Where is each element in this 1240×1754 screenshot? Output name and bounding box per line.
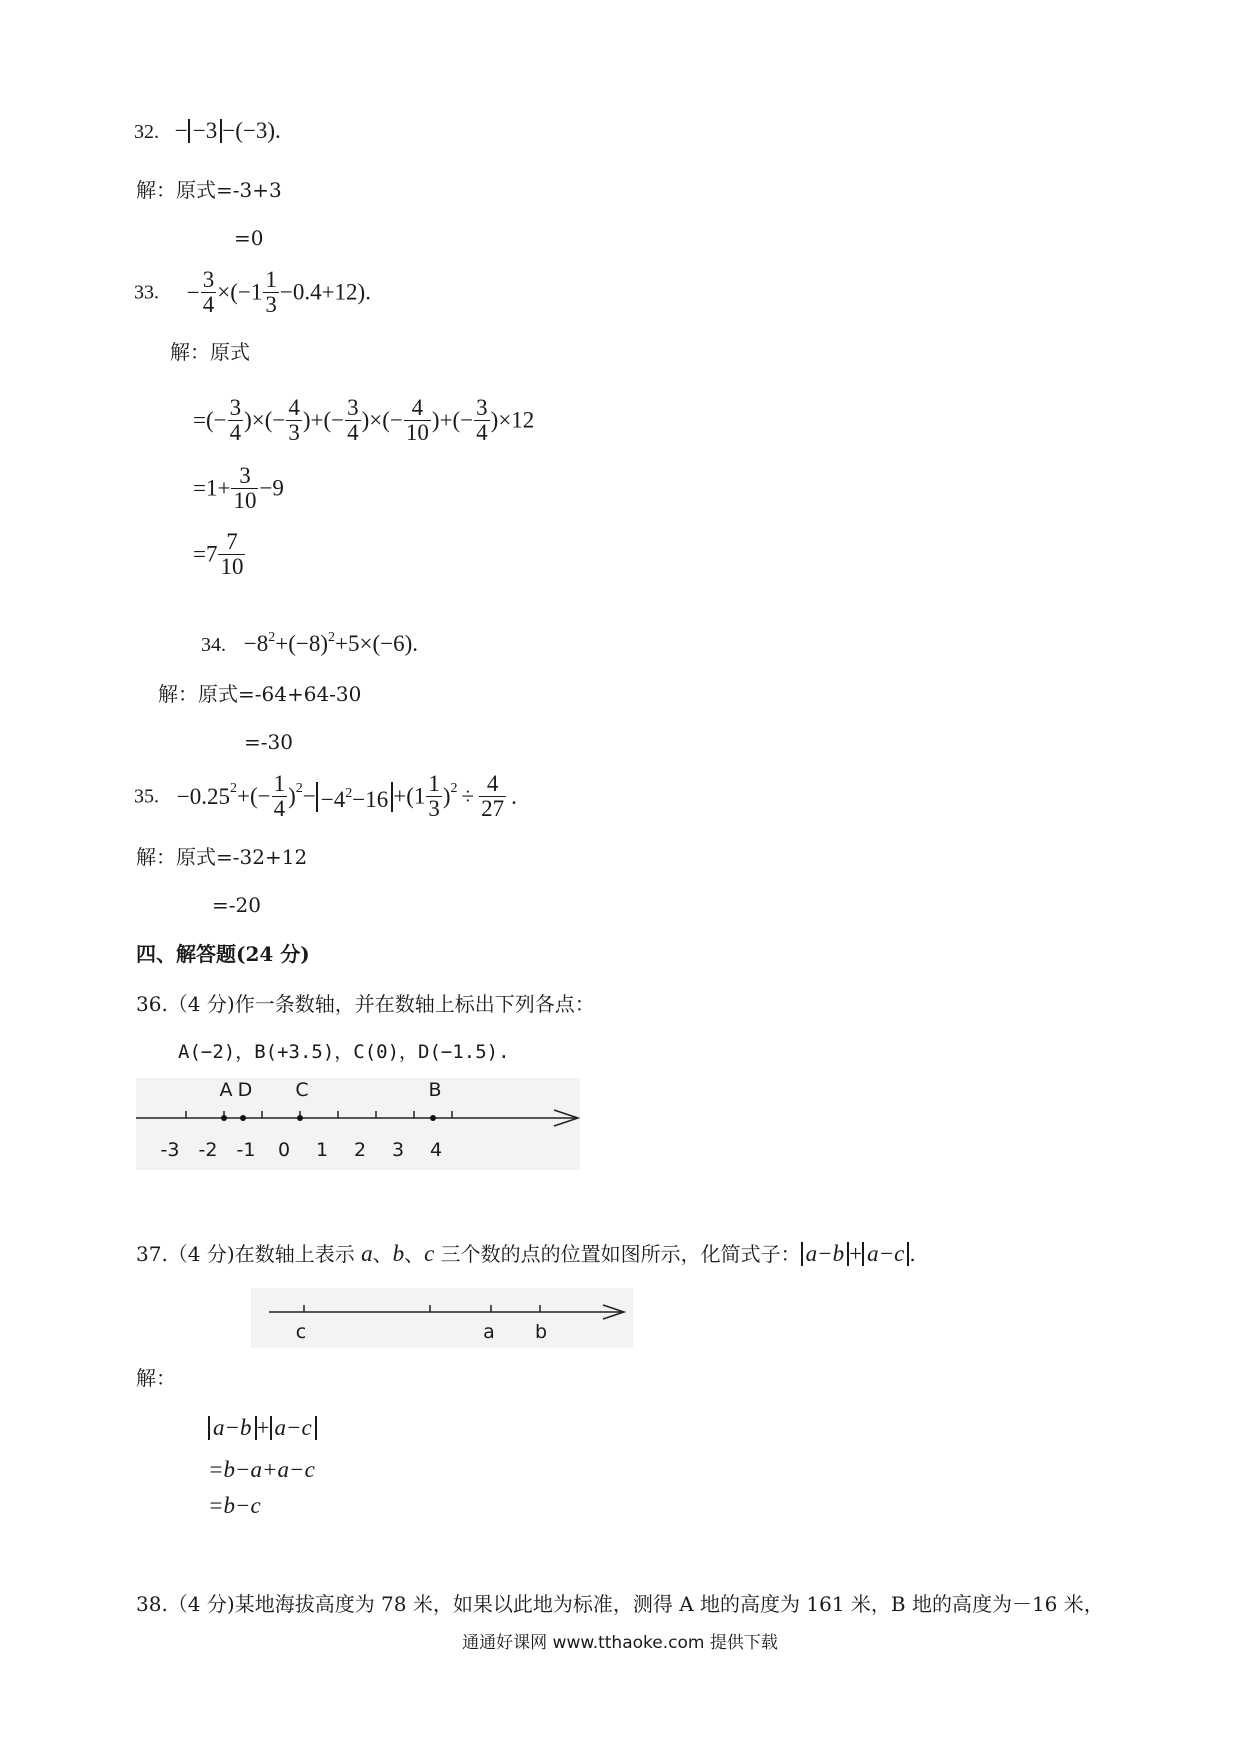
q33-s1-t3: )×(− xyxy=(361,407,403,433)
q35-m-num: 1 xyxy=(428,771,440,796)
q35-m-den: 3 xyxy=(428,796,440,821)
q34-solution xyxy=(158,682,361,706)
q36-point-dot xyxy=(221,1115,227,1121)
q34-solution-line-2: =-30 xyxy=(244,730,293,754)
q33-s1-frac-a xyxy=(228,396,244,445)
q36-points-list: A(−2)，B(+3.5)，C(0)，D(−1.5). xyxy=(178,1041,510,1063)
q37-text-b: 三个数的点的位置如图所示，化简式子： xyxy=(440,1242,801,1266)
q34-e1: 2 xyxy=(268,630,276,645)
q36-tick-label: -3 xyxy=(160,1139,180,1161)
q32-solution-line-1: 原式=-3+3 xyxy=(176,178,282,202)
page-footer: 通通好课网 www.tthaoke.com 提供下载 xyxy=(462,1633,778,1653)
q37-expr-left: a−b xyxy=(801,1242,850,1266)
q33-s3-frac xyxy=(218,530,245,579)
q37-label-b: b xyxy=(534,1321,548,1343)
q37-w1-right: a−c xyxy=(270,1416,317,1440)
q36-tick-label: -2 xyxy=(198,1139,218,1161)
q33-s1-frac-d xyxy=(404,396,431,445)
q33-fraction-3-4 xyxy=(201,268,217,317)
q33-s1-e-num: 3 xyxy=(476,395,488,420)
q34-number: 34. xyxy=(201,634,226,656)
q36-point-label: A xyxy=(219,1079,233,1101)
q36-point-label: C xyxy=(295,1079,309,1101)
q33-rest: −0.4+12) xyxy=(279,279,366,305)
q34-problem xyxy=(201,624,418,658)
q33-s1-a-num: 3 xyxy=(229,395,242,420)
q33-m-num: 1 xyxy=(265,267,277,292)
q37-label-a: a xyxy=(483,1321,495,1343)
q37-label-c: c xyxy=(295,1321,307,1343)
q35-solution-line-1: 原式=-32+12 xyxy=(176,845,308,869)
q34-p2: +(−8) xyxy=(275,631,328,656)
q33-solution-label: 解：原式 xyxy=(170,340,250,364)
q36-point-dot xyxy=(240,1115,246,1121)
q35-problem xyxy=(134,772,517,821)
q33-minus: − xyxy=(186,279,200,305)
q32-expr: −(−3) xyxy=(222,118,275,143)
q35-solution-line-2: =-20 xyxy=(212,893,261,917)
q33-s1-c-den: 4 xyxy=(347,420,359,445)
q35-e2: 2 xyxy=(295,780,303,796)
q35-p4: − xyxy=(302,783,316,809)
q33-end: . xyxy=(365,279,371,305)
q37-plus: + xyxy=(849,1241,863,1266)
q33-s1-a-den: 4 xyxy=(229,420,242,445)
q37-var-a: a xyxy=(361,1241,373,1266)
q35-abs-b: −16 xyxy=(352,786,389,812)
q33-s1-frac-c xyxy=(345,396,361,445)
q37-work-line-1 xyxy=(208,1414,317,1442)
q35-p6: ) xyxy=(442,783,451,809)
q33-s1-frac-e xyxy=(474,396,490,445)
q32-solution-line-2: =0 xyxy=(234,226,264,250)
q37-solution-label: 解： xyxy=(136,1366,176,1390)
q35-frac-1-4 xyxy=(272,772,288,821)
q36-point-dot xyxy=(430,1115,436,1121)
q35-f-den: 4 xyxy=(273,796,286,821)
q33-s1-eq: =(− xyxy=(193,407,227,433)
q32-abs-value: −3 xyxy=(188,119,222,143)
q33-s1-c-num: 3 xyxy=(347,395,359,420)
q38-question: 38.（4 分)某地海拔高度为 78 米，如果以此地为标准，测得 A 地的高度为 161 米，B 地的高度为－16 米， xyxy=(136,1592,1104,1616)
q37-text-a: 37.（4 分)在数轴上表示 xyxy=(136,1242,355,1266)
q33-s1-e-den: 4 xyxy=(476,420,488,445)
q36-tick-label: 2 xyxy=(353,1139,367,1161)
q34-p1: −8 xyxy=(243,631,269,656)
q35-frac-4-27 xyxy=(479,772,506,821)
q35-number: 35. xyxy=(134,785,159,808)
q36-tick-label: 3 xyxy=(391,1139,405,1161)
q35-p7: ÷ xyxy=(461,783,475,809)
q34-solution-label: 解： xyxy=(158,682,198,706)
q32-solution xyxy=(136,178,282,202)
q37-number-line-figure xyxy=(251,1288,633,1348)
section-heading: 四、解答题(24 分) xyxy=(136,942,310,966)
q33-s1-t1: )×(− xyxy=(244,407,286,433)
q35-p3: ) xyxy=(288,783,296,809)
q37-work-line-2: =b−a+a−c xyxy=(208,1457,315,1482)
q33-s1-frac-b xyxy=(286,396,302,445)
q32-number: 32. xyxy=(134,121,159,143)
q33-s2-frac xyxy=(231,464,258,513)
q33-f1-num: 3 xyxy=(202,267,215,292)
q33-s1-b-den: 3 xyxy=(288,420,300,445)
q37-work-line-3: =b−c xyxy=(208,1493,261,1518)
q36-tick-label: 1 xyxy=(315,1139,329,1161)
q35-p5: +(1 xyxy=(393,783,426,809)
q35-abs-value xyxy=(316,782,393,812)
q33-s1-t2: )+(− xyxy=(302,407,345,433)
q33-step-2 xyxy=(193,464,284,513)
q36-tick-label: 4 xyxy=(429,1139,443,1161)
q35-mixed-fraction xyxy=(426,772,442,821)
q32-end: . xyxy=(274,118,281,143)
q35-abs-e: 2 xyxy=(345,785,353,801)
q35-end: . xyxy=(511,783,517,809)
q37-sep2: 、 xyxy=(404,1242,425,1266)
q37-var-b: b xyxy=(392,1241,405,1266)
q33-s1-d-den: 10 xyxy=(405,420,429,445)
q35-p2: +(− xyxy=(236,783,271,809)
q37-end: . xyxy=(909,1242,916,1266)
q33-s1-t5: )×12 xyxy=(490,407,535,433)
q34-e2: 2 xyxy=(328,630,335,645)
q33-s1-d-num: 4 xyxy=(404,396,431,421)
q36-point-dot xyxy=(297,1115,303,1121)
q34-end: . xyxy=(412,631,418,656)
q34-p3: +5×(−6) xyxy=(335,631,413,656)
q33-m-den: 3 xyxy=(265,292,277,317)
q37-number-line-svg xyxy=(251,1288,633,1348)
q33-f1-den: 4 xyxy=(202,292,215,317)
q33-s2-den: 10 xyxy=(233,488,257,513)
q33-s2-tail: −9 xyxy=(259,475,284,501)
q37-var-c: c xyxy=(424,1241,435,1266)
q35-p1: −0.25 xyxy=(176,783,230,809)
q37-expr-right: a−c xyxy=(862,1242,909,1266)
q33-mixed-fraction xyxy=(263,268,279,317)
q33-step-1 xyxy=(193,396,534,445)
q33-step-3 xyxy=(193,530,246,579)
q36-tick-label: -1 xyxy=(236,1139,256,1161)
q36-tick-label: 0 xyxy=(277,1139,291,1161)
q33-s1-t4: )+(− xyxy=(431,407,474,433)
q36-point-label: D xyxy=(237,1079,253,1101)
q35-e1: 2 xyxy=(229,780,237,796)
q32-minus: − xyxy=(174,118,188,143)
q33-s3-num: 7 xyxy=(218,530,245,555)
q33-s1-b-num: 4 xyxy=(288,395,300,420)
q33-problem xyxy=(134,268,371,317)
q33-s2-eq: =1+ xyxy=(193,475,231,501)
q36-number-line-figure xyxy=(136,1078,580,1170)
q34-solution-line-1: 原式=-64+64-30 xyxy=(198,682,362,706)
q33-s2-num: 3 xyxy=(231,464,258,489)
q35-solution xyxy=(136,845,307,869)
q35-abs-a: −4 xyxy=(320,786,346,812)
q32-problem xyxy=(134,117,281,145)
q37-question xyxy=(136,1240,916,1268)
q33-number: 33. xyxy=(134,281,159,304)
q37-sep1: 、 xyxy=(372,1242,393,1266)
q35-solution-label: 解： xyxy=(136,845,176,869)
q35-e3: 2 xyxy=(450,780,458,796)
q33-s3-eq: =7 xyxy=(193,541,218,567)
q35-g-num: 4 xyxy=(479,772,506,797)
q35-g-den: 27 xyxy=(481,796,505,821)
q35-f-num: 1 xyxy=(273,771,286,796)
q37-w1-left: a−b xyxy=(208,1416,257,1440)
q37-w1-plus: + xyxy=(256,1415,270,1440)
q36-point-label: B xyxy=(428,1079,442,1101)
q36-question: 36.（4 分)作一条数轴，并在数轴上标出下列各点： xyxy=(136,992,595,1016)
q33-s3-den: 10 xyxy=(220,554,244,579)
q33-times: ×(−1 xyxy=(217,279,263,305)
q32-solution-label: 解： xyxy=(136,178,176,202)
